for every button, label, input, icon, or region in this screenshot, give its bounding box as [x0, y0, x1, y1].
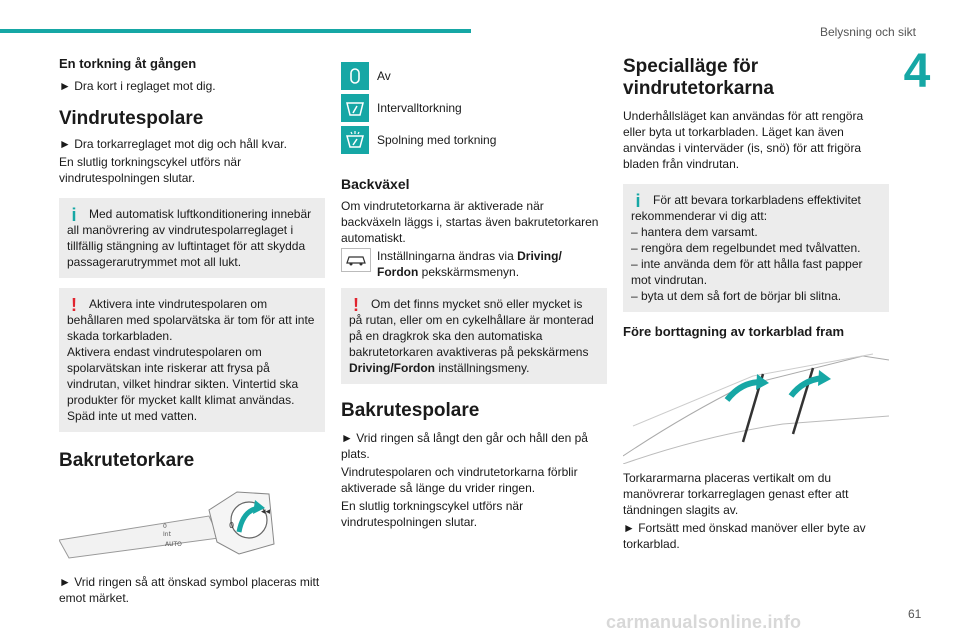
stalk-label-0: 0	[163, 523, 167, 530]
settings-bold-fordon: Fordon	[377, 265, 419, 279]
warning-text-1: Aktivera inte vindrutespolaren om behållaren med spolarvätska är tom för att inte skada torkarbladen.	[67, 297, 315, 343]
info-icon: i	[71, 205, 77, 225]
removal-text: Torkararmarna placeras vertikalt om du manövrerar torkarreglagen genast efter att tändningen slagits av.	[623, 471, 849, 517]
single-wipe-step: ► Dra kort i reglaget mot dig.	[59, 79, 216, 93]
heading-reverse-gear: Backväxel	[341, 176, 410, 192]
rear-washer-step: ► Vrid ringen så långt den går och håll den på plats.	[341, 431, 588, 461]
reverse-text: Om vindrutetorkarna är aktiverade när backväxeln läggs i, startas även bakrutetorkaren automatiskt.	[341, 199, 599, 245]
rear-wiper-stalk-illustration	[59, 480, 325, 572]
column-3	[623, 56, 889, 554]
stalk-label-auto: AUTO	[165, 541, 182, 548]
wiper-off-icon	[341, 62, 369, 90]
rear-washer-text-1: Vindrutespolaren och vindrutetorkarna förblir aktiverade så länge du vrider ringen.	[341, 465, 578, 495]
warning-icon: !	[71, 295, 77, 315]
header-accent-bar	[0, 29, 471, 33]
section-title: Belysning och sikt	[819, 25, 916, 39]
warning-box-rear-wiper	[341, 288, 607, 384]
info-item: – byta ut dem så fort de börjar bli slitna.	[631, 289, 842, 303]
info-text: Med automatisk luftkonditionering innebär all manövrering av vindrutespolarreglaget i tillfällig stängning av luftintaget för att skydda passagerarutrymmet mot all lukt.	[67, 207, 312, 269]
warning-icon: !	[353, 295, 359, 315]
settings-row	[341, 248, 607, 280]
chapter-number: 4	[903, 45, 931, 98]
heading-rear-wiper: Bakrutetorkare	[59, 450, 195, 471]
warning-text-2: Aktivera endast vindrutespolaren om spolarvätskan inte riskerar att frysa på vindrutan, vilket hindrar sikten. Vintertid ska produkter för mycket kallt klimat användas. Späd inte ut med vatten.	[67, 345, 299, 423]
windscreen-wipers-illustration	[623, 346, 889, 464]
washer-step: ► Dra torkarreglaget mot dig och håll kvar.	[59, 137, 287, 151]
symbol-row-off	[341, 62, 607, 90]
special-text: Underhållsläget kan användas för att rengöra eller byta ut torkarbladen. Läget kan även användas i vinterväder (is, snö) för att frigöra bladen från vindrutan.	[623, 109, 864, 171]
symbol-row-interval	[341, 94, 607, 122]
warning-text-bold: Driving/Fordon	[349, 361, 435, 375]
page-number: 61	[908, 607, 922, 621]
symbol-label-wash: Spolning med torkning	[377, 133, 497, 147]
warning-text-part-a: Om det finns mycket snö eller mycket is på rutan, eller om en cykelhållare är monterad på en dragkrok ska den automatiska bakrutetorkaren avaktiveras på pekskärmens	[349, 297, 594, 359]
watermark: carmanualsonline.info	[606, 612, 802, 632]
svg-text:0: 0	[229, 521, 235, 530]
heading-special-mode: Specialläge för vindrutetorkarna	[623, 56, 774, 99]
column-1	[59, 56, 325, 608]
car-settings-icon	[341, 248, 371, 272]
stalk-label-int: Int	[163, 531, 171, 538]
washer-text: En slutlig torkningscykel utförs när vindrutespolningen slutar.	[59, 155, 242, 185]
rear-washer-text-2: En slutlig torkningscykel utförs när vindrutespolningen slutar.	[341, 499, 524, 529]
settings-text	[377, 248, 562, 280]
warning-text	[349, 296, 597, 376]
heading-windscreen-washer: Vindrutespolare	[59, 108, 204, 129]
info-intro: För att bevara torkarbladens effektivitet rekommenderar vi dig att:	[631, 193, 861, 223]
settings-bold-driving: Driving/	[517, 249, 562, 263]
wash-wipe-icon	[341, 126, 369, 154]
symbol-label-interval: Intervalltorkning	[377, 101, 462, 115]
symbol-row-wash	[341, 126, 607, 154]
info-box-aircon	[59, 198, 325, 278]
info-icon: i	[635, 191, 641, 211]
heading-rear-washer: Bakrutespolare	[341, 400, 480, 421]
info-item: – inte använda dem för att hålla fast papper mot vindrutan.	[631, 257, 863, 287]
settings-prefix: Inställningarna ändras via	[377, 249, 514, 263]
wiper-drawing	[623, 346, 889, 464]
column-2	[341, 62, 607, 532]
interval-wipe-icon	[341, 94, 369, 122]
info-item: – rengöra dem regelbundet med tvålvatten.	[631, 241, 861, 255]
stalk-drawing	[59, 480, 289, 572]
warning-text-part-b: inställningsmeny.	[438, 361, 530, 375]
rear-wiper-step: ► Vrid ringen så att önskad symbol placeras mitt emot märket.	[59, 575, 320, 605]
settings-suffix: pekskärmsmenyn.	[421, 265, 520, 279]
svg-text:◂◂: ◂◂	[261, 507, 271, 517]
symbol-label-off: Av	[377, 69, 391, 83]
info-item: – hantera dem varsamt.	[631, 225, 758, 239]
heading-single-wipe: En torkning åt gången	[59, 56, 197, 71]
info-box-blades	[623, 184, 889, 312]
heading-blade-removal: Före borttagning av torkarblad fram	[623, 324, 845, 339]
removal-step: ► Fortsätt med önskad manöver eller byte av torkarblad.	[623, 521, 866, 551]
warning-box-washer	[59, 288, 325, 432]
